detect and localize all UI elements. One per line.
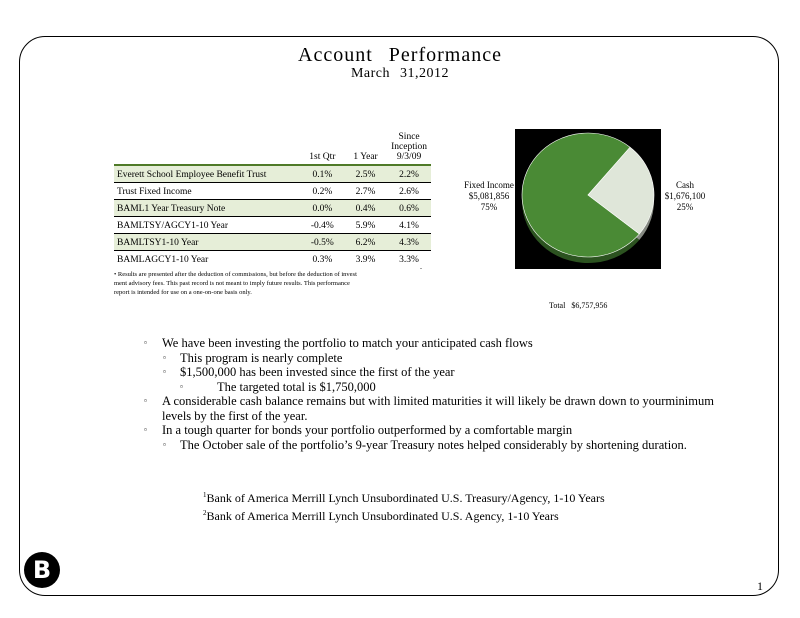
header-1st-qtr: 1st Qtr — [309, 152, 336, 162]
footnote-text: Bank of America Merrill Lynch Unsubordinated U.S. Treasury/Agency, 1-10 Years — [206, 491, 605, 505]
row-since: 2.6% — [387, 183, 431, 200]
performance-table-block — [114, 132, 434, 297]
row-name: Trust Fixed Income — [114, 183, 301, 200]
bullet-marker: ▫ — [180, 381, 183, 391]
bullet-marker: ▫ — [163, 352, 166, 362]
row-name: BAML1 Year Treasury Note — [114, 200, 301, 217]
footnote-mark: 1 — [203, 491, 207, 499]
pie-chart-panel — [515, 129, 661, 269]
header-since-line-2: Inception — [391, 142, 428, 152]
bullet-item — [143, 336, 743, 351]
table-row — [114, 234, 431, 251]
bullet-item — [143, 380, 743, 395]
header-1-year: 1 Year — [353, 152, 378, 162]
table-row — [114, 165, 431, 183]
bullet-item — [143, 423, 743, 438]
stray-mark: - — [420, 266, 422, 272]
table-header-row — [114, 132, 431, 165]
pie-chart — [515, 129, 661, 269]
footnote-1 — [203, 488, 605, 506]
bullet-marker: ▫ — [144, 338, 147, 347]
bullet-item — [143, 365, 743, 380]
bullet-marker: ▫ — [144, 396, 147, 405]
row-1st-qtr: 0.0% — [301, 200, 344, 217]
bullet-text: $1,500,000 has been invested since the first of the year — [180, 365, 455, 379]
pie-label-cash — [662, 180, 708, 213]
bullet-text: This program is nearly complete — [180, 350, 343, 365]
row-1-year: 6.2% — [344, 234, 387, 251]
fixed-income-percent: 75% — [480, 202, 498, 212]
row-name: BAMLAGCY1-10 Year — [117, 254, 209, 265]
bullet-marker: ▫ — [144, 425, 147, 434]
row-1-year: 2.5% — [344, 165, 387, 183]
header-blank — [114, 132, 301, 165]
table-row — [114, 200, 431, 217]
bullet-marker: ▫ — [163, 439, 166, 449]
footnote-2 — [203, 506, 605, 524]
row-since: 2.2% — [387, 165, 431, 183]
row-since: 4.3% — [387, 234, 431, 251]
bullet-text: A considerable cash balance remains but with limited maturities it will likely be drawn down to yourminimum levels by the first of the year. — [162, 394, 714, 423]
row-1-year: 5.9% — [344, 217, 387, 234]
bullet-list — [143, 336, 743, 452]
row-since: 4.1% — [387, 217, 431, 234]
row-1-year: 3.9% — [355, 254, 376, 265]
page-subtitle: March 31,2012 — [350, 66, 450, 81]
bullet-item — [143, 351, 743, 366]
row-since: 0.6% — [387, 200, 431, 217]
row-since: 3.3% — [399, 254, 419, 265]
footnote-text: Bank of America Merrill Lynch Unsubordinated U.S. Agency, 1-10 Years — [206, 509, 559, 523]
fixed-income-label: Fixed Income — [464, 180, 514, 190]
row-name: Everett School Employee Benefit Trust — [114, 165, 301, 183]
row-1-year: 2.7% — [344, 183, 387, 200]
row-1-year: 0.4% — [344, 200, 387, 217]
fixed-income-amount: $5,081,856 — [468, 191, 510, 201]
bullet-marker: ▫ — [163, 367, 166, 376]
page-number: 1 — [757, 579, 763, 593]
page-title: Account Performance — [298, 44, 502, 66]
bullet-item — [143, 394, 743, 423]
row-1st-qtr: -0.4% — [301, 217, 344, 234]
portfolio-total: Total $6,757,956 — [549, 301, 608, 310]
bullet-item — [143, 438, 743, 453]
row-name: BAMLTSY/AGCY1-10 Year — [114, 217, 301, 234]
bullet-text: The October sale of the portfolio’s 9-year Treasury notes helped considerably by shortening duration. — [180, 437, 687, 452]
pie-label-fixed-income — [462, 180, 516, 213]
performance-disclaimer: • Results are presented after the deduction of commissions, but before the deduction of invest ment advisory fees. This past record is not meant to imply future results. This performance report is intended for use on a one-on-one basis only. — [114, 271, 357, 296]
footnote-mark: 2 — [203, 509, 207, 517]
cash-percent: 25% — [676, 202, 694, 212]
row-1st-qtr: 0.3% — [312, 254, 333, 265]
bullet-text: We have been investing the portfolio to match your anticipated cash flows — [162, 336, 533, 350]
bullet-text: The targeted total is $1,750,000 — [217, 379, 376, 394]
cash-amount: $1,676,100 — [664, 191, 706, 201]
footnotes — [203, 488, 605, 524]
table-row — [114, 217, 431, 234]
table-row — [114, 251, 431, 268]
row-1st-qtr: -0.5% — [301, 234, 344, 251]
cash-label: Cash — [676, 180, 694, 190]
bullet-text: In a tough quarter for bonds your portfolio outperformed by a comfortable margin — [162, 423, 573, 437]
row-name: BAMLTSY1-10 Year — [114, 234, 301, 251]
row-1st-qtr: 0.1% — [301, 165, 344, 183]
row-1st-qtr: 0.2% — [301, 183, 344, 200]
header-since-inception — [387, 132, 431, 165]
header-since-line-1: Since — [398, 132, 420, 142]
table-row — [114, 183, 431, 200]
header-since-line-3: 9/3/09 — [396, 152, 422, 162]
company-logo: B — [24, 552, 60, 588]
performance-table — [114, 132, 431, 267]
